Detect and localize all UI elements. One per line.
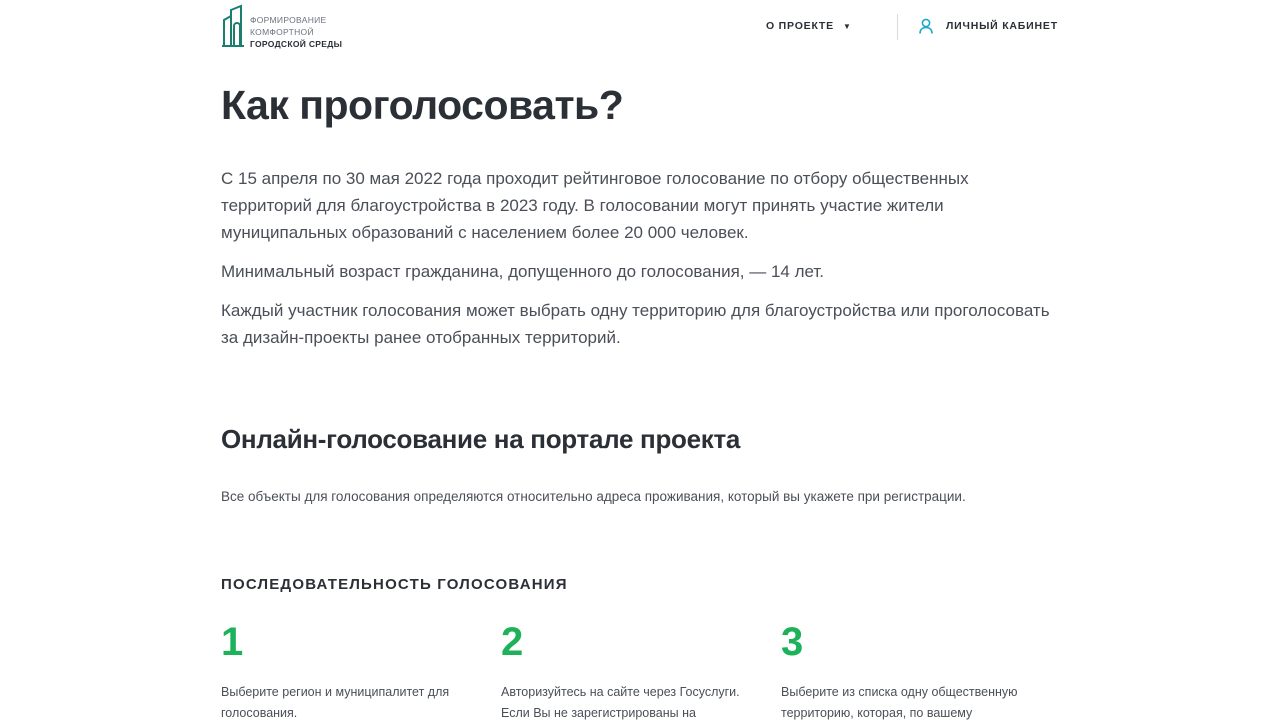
logo-line-3: ГОРОДСКОЙ СРЕДЫ: [250, 39, 343, 49]
step-card: [781, 618, 1046, 720]
intro-paragraph: С 15 апреля по 30 мая 2022 года проходит рейтинговое голосование по отбору общественных территорий для благоустройства в 2023 году. В голосовании могут принять участие жители муниципальных образований с населением более 20 000 человек.: [221, 169, 969, 242]
site-logo[interactable]: [221, 4, 342, 50]
caret-down-icon: ▼: [842, 21, 852, 31]
page-title: Как проголосовать?: [221, 82, 624, 128]
building-logo-icon: [221, 4, 245, 48]
step-text: Выберите регион и муниципалитет для голосования.: [221, 685, 450, 720]
site-header: [221, 0, 1059, 56]
step-number: 3: [781, 620, 804, 664]
step-card: [221, 618, 486, 720]
choice-paragraph: Каждый участник голосования может выбрать одну территорию для благоустройства или проголосовать за дизайн-проекты ранее отобранных территорий.: [221, 301, 1050, 347]
nav-about-label: О ПРОЕКТЕ: [766, 20, 834, 32]
online-voting-text: Все объекты для голосования определяются относительно адреса проживания, который вы укажете при регистрации.: [221, 489, 966, 504]
step-card: [501, 618, 766, 720]
nav-divider: [897, 14, 898, 40]
nav-about-dropdown[interactable]: [766, 20, 852, 32]
logo-line-2: КОМФОРТНОЙ: [250, 27, 314, 37]
step-text: Выберите из списка одну общественную территорию, которая, по вашему: [781, 685, 1018, 720]
step-number: 2: [501, 620, 524, 664]
step-text: Авторизуйтесь на сайте через Госуслуги. Если Вы не зарегистрированы на: [501, 685, 740, 720]
personal-cabinet-label: ЛИЧНЫЙ КАБИНЕТ: [946, 20, 1058, 32]
personal-cabinet-link[interactable]: [919, 18, 1058, 34]
sequence-title: ПОСЛЕДОВАТЕЛЬНОСТЬ ГОЛОСОВАНИЯ: [221, 576, 568, 593]
logo-text: [250, 14, 342, 50]
age-paragraph: Минимальный возраст гражданина, допущенного до голосования, — 14 лет.: [221, 262, 825, 281]
online-voting-title: Онлайн-голосование на портале проекта: [221, 424, 741, 454]
step-number: 1: [221, 620, 244, 664]
logo-line-1: ФОРМИРОВАНИЕ: [250, 15, 327, 25]
user-icon: [919, 18, 933, 34]
